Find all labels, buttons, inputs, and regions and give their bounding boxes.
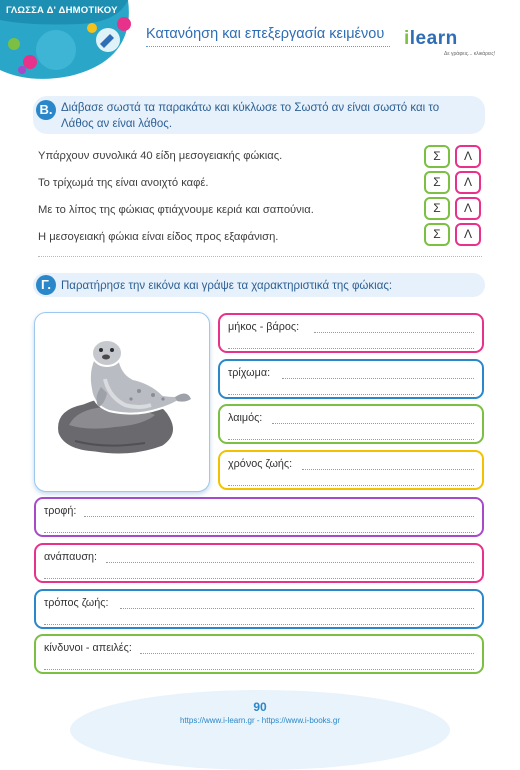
statement-1: Υπάρχουν συνολικά 40 είδη μεσογειακής φώκιας.: [38, 150, 283, 162]
field-label: τρίχωμα:: [228, 367, 271, 379]
footer-links[interactable]: https://www.i-learn.gr - https://www.i-books.gr: [179, 716, 341, 725]
field-lifespan[interactable]: [218, 450, 484, 490]
true-option-4[interactable]: Σ: [424, 223, 450, 246]
logo-text: learn: [409, 28, 458, 49]
section-divider: [38, 256, 482, 257]
section-b-letter: Β.: [36, 100, 56, 120]
statement-3: Με το λίπος της φώκιας φτιάχνουμε κεριά και σαπούνια.: [38, 204, 314, 216]
logo-tagline: Δε γράφεις... κλικάρεις!: [444, 51, 496, 57]
true-option-1[interactable]: Σ: [424, 145, 450, 168]
section-b-instruction-line1: Διάβασε σωστά τα παρακάτω και κύκλωσε το Σωστό αν είναι σωστό και το: [61, 102, 440, 114]
field-lifestyle[interactable]: [34, 589, 484, 629]
logo-i: i: [404, 28, 410, 49]
field-food[interactable]: [34, 497, 484, 537]
field-threats[interactable]: [34, 634, 484, 674]
false-option-2[interactable]: Λ: [455, 171, 481, 194]
page-number: 90: [253, 700, 267, 714]
section-c-letter: Γ.: [36, 275, 56, 295]
section-b-instruction-line2: Λάθος αν είναι λάθος.: [61, 118, 173, 130]
false-option-4[interactable]: Λ: [455, 223, 481, 246]
field-rest[interactable]: [34, 543, 484, 583]
seal-picture-frame: [34, 312, 210, 492]
true-option-2[interactable]: Σ: [424, 171, 450, 194]
statement-2: Το τρίχωμά της είναι ανοιχτό καφέ.: [38, 177, 209, 189]
field-label: μήκος - βάρος:: [228, 321, 300, 333]
field-label: κίνδυνοι - απειλές:: [44, 642, 132, 654]
ilearn-logo: [404, 28, 458, 50]
field-label: χρόνος ζωής:: [228, 458, 293, 470]
page-title: Κατανόηση και επεξεργασία κειμένου: [146, 26, 385, 42]
grade-label: ΓΛΩΣΣΑ Δ' ΔΗΜΟΤΙΚΟΥ: [6, 5, 118, 16]
field-neck[interactable]: [218, 404, 484, 444]
field-length-weight[interactable]: [218, 313, 484, 353]
field-label: τροφή:: [44, 505, 77, 517]
false-option-1[interactable]: Λ: [455, 145, 481, 168]
seal-illustration: [35, 313, 209, 491]
field-label: ανάπαυση:: [44, 551, 97, 563]
section-c-instruction: Παρατήρησε την εικόνα και γράψε τα χαρακτηριστικά της φώκιας:: [61, 280, 393, 292]
field-label: λαιμός:: [228, 412, 263, 424]
false-option-3[interactable]: Λ: [455, 197, 481, 220]
title-underline: [146, 46, 390, 47]
field-label: τρόπος ζωής:: [44, 597, 109, 609]
true-option-3[interactable]: Σ: [424, 197, 450, 220]
statement-4: Η μεσογειακή φώκια είναι είδος προς εξαφάνιση.: [38, 231, 279, 243]
field-fur[interactable]: [218, 359, 484, 399]
